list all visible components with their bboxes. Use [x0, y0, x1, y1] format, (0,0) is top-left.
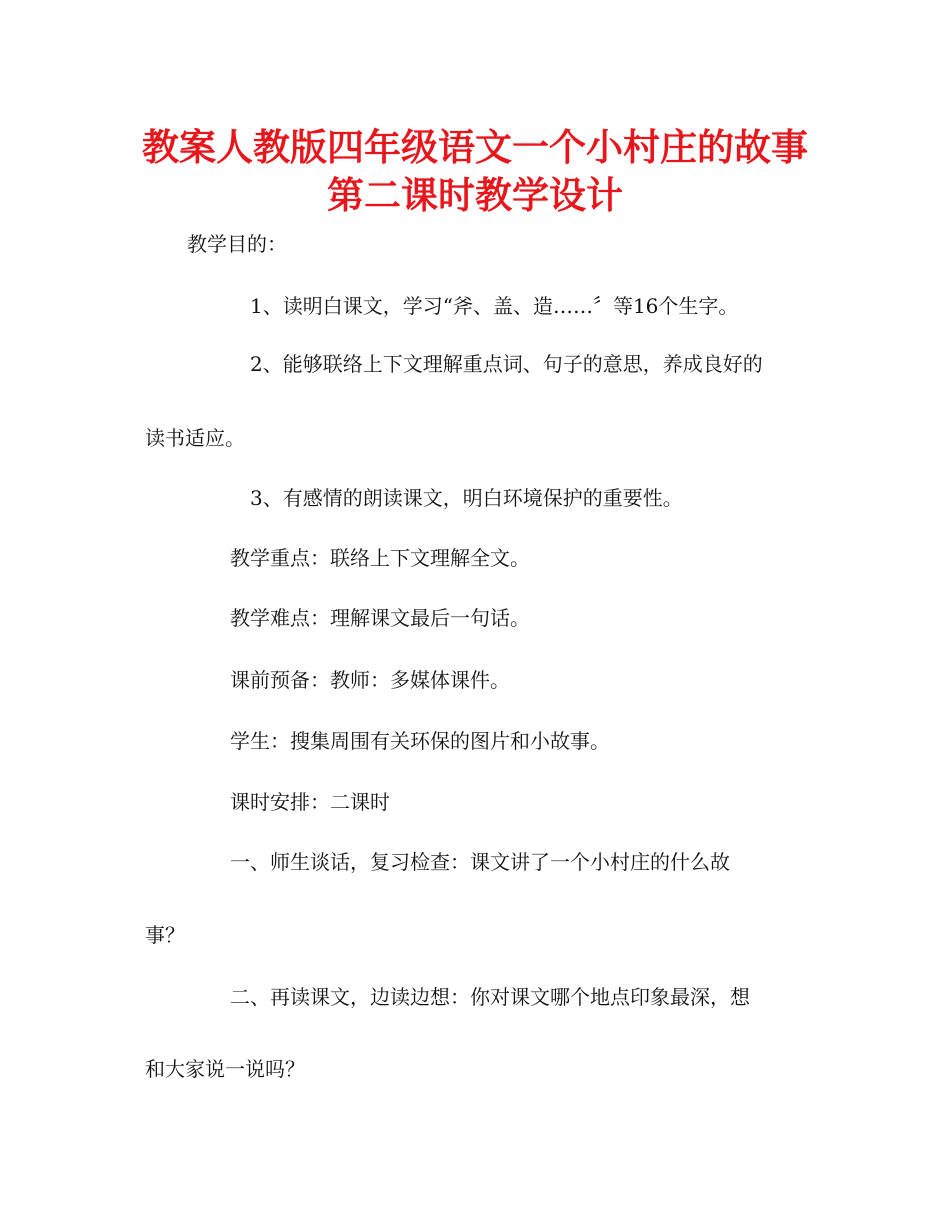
goal-item-1: 1、读明白课文，学习“斧、盖、造……〞等16个生字。 — [250, 294, 739, 318]
teaching-difficulty: 教学难点：理解课文最后一句话。 — [230, 606, 530, 630]
goal-item-3: 3、有感情的朗读课文，明白环境保护的重要性。 — [250, 486, 683, 510]
goal-item-2: 2、能够联络上下文理解重点词、句子的意思，养成良好的 — [250, 352, 763, 376]
teaching-goals-heading: 教学目的： — [187, 232, 287, 256]
goal-item-2-continued: 读书适应。 — [145, 426, 245, 450]
document-title-line-1: 教案人教版四年级语文一个小村庄的故事 — [142, 126, 808, 169]
teaching-focus: 教学重点：联络上下文理解全文。 — [230, 546, 530, 570]
step-1: 一、师生谈话，复习检查：课文讲了一个小村庄的什么故 — [230, 850, 730, 874]
step-2-continued: 和大家说一说吗？ — [145, 1057, 305, 1081]
lesson-schedule: 课时安排：二课时 — [230, 790, 390, 814]
step-1-continued: 事？ — [145, 923, 185, 947]
preparation-student: 学生：搜集周围有关环保的图片和小故事。 — [230, 729, 610, 753]
step-2: 二、再读课文，边读边想：你对课文哪个地点印象最深，想 — [230, 985, 750, 1009]
preparation-teacher: 课前预备：教师：多媒体课件。 — [230, 668, 510, 692]
document-title-line-2: 第二课时教学设计 — [327, 174, 623, 217]
